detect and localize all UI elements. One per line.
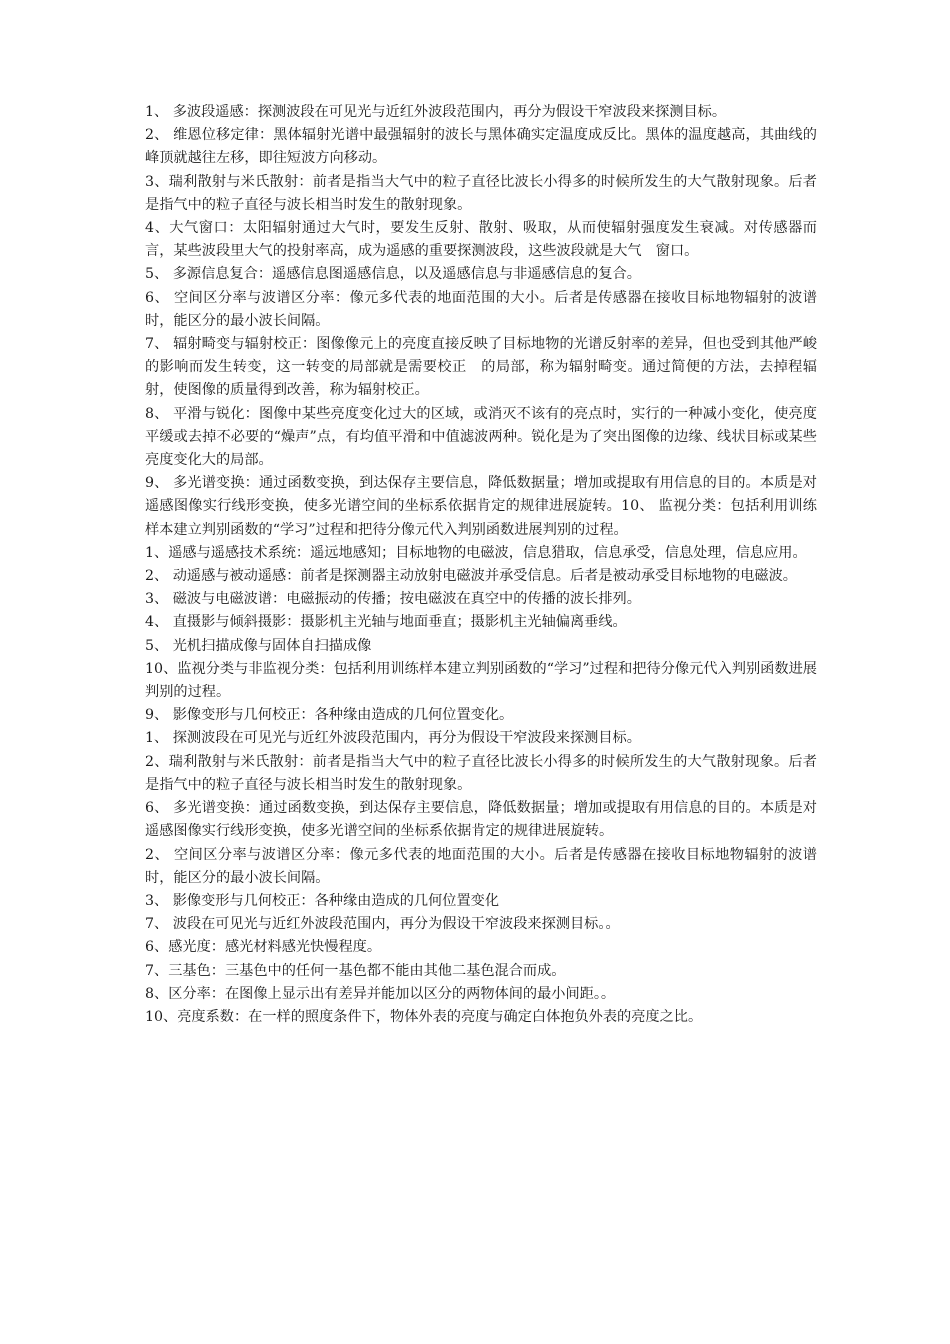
paragraph: 4、大气窗口：太阳辐射通过大气时，要发生反射、散射、吸取，从而使辐射强度发生衰减。对传感器而言，某些波段里大气的投射率高，成为遥感的重要探测波段，这些波段就是大气 窗口。	[145, 220, 817, 260]
paragraph: 6、 空间区分率与波谱区分率：像元多代表的地面范围的大小。后者是传感器在接收目标地物辐射的波谱时，能区分的最小波长间隔。	[145, 289, 817, 329]
paragraph: 8、区分率：在图像上显示出有差异并能加以区分的两物体间的最小间距。。	[145, 985, 616, 1002]
paragraph: 9、 影像变形与几何校正：各种缘由造成的几何位置变化。	[145, 707, 514, 724]
paragraph: 1、 多波段遥感：探测波段在可见光与近红外波段范围内，再分为假设干窄波段来探测目标。	[145, 104, 727, 120]
paragraph: 10、亮度系数：在一样的照度条件下，物体外表的亮度与确定白体抱负外表的亮度之比。	[145, 1008, 703, 1025]
document-body	[145, 101, 817, 1029]
paragraph: 3、瑞利散射与米氏散射：前者是指当大气中的粒子直径比波长小得多的时候所发生的大气散射现象。后者是指气中的粒子直径与波长相当时发生的散射现象。	[145, 173, 817, 213]
paragraph: 7、 辐射畸变与辐射校正：图像像元上的亮度直接反映了目标地物的光谱反射率的差异，但也受到其他严峻的影响而发生转变，这一转变的局部就是需要校正 的局部，称为辐射畸变。通过简便的方法，去掉程辐射，使图像的质量得到改善，称为辐射校正。	[145, 336, 817, 399]
paragraph: 3、 磁波与电磁波谱：电磁振动的传播；按电磁波在真空中的传播的波长排列。	[145, 591, 641, 608]
paragraph: 8、 平滑与锐化：图像中某些亮度变化过大的区域，或消灭不该有的亮点时，实行的一种减小变化，使亮度平缓或去掉不必要的“燥声”点，有均值平滑和中值滤波两种。锐化是为了突出图像的边缘、线状目标或某些亮度变化大的局部。	[145, 405, 817, 469]
paragraph: 1、遥感与遥感技术系统：遥远地感知；目标地物的电磁波，信息猎取，信息承受，信息处理，信息应用。	[145, 544, 807, 561]
paragraph: 7、三基色：三基色中的任何一基色都不能由其他二基色混合而成。	[145, 962, 566, 979]
paragraph: 6、感光度：感光材料感光快慢程度。	[145, 939, 382, 956]
paragraph: 6、 多光谱变换：通过函数变换，到达保存主要信息，降低数据量；增加或提取有用信息的目的。本质是对遥感图像实行线形变换，使多光谱空间的坐标系依据肯定的规律进展旋转。	[145, 800, 817, 840]
paragraph: 2、 动遥感与被动遥感：前者是探测器主动放射电磁波并承受信息。后者是被动承受目标地物的电磁波。	[145, 568, 797, 585]
paragraph: 4、 直摄影与倾斜摄影：摄影机主光轴与地面垂直；摄影机主光轴偏离垂线。	[145, 614, 627, 631]
paragraph: 7、 波段在可见光与近红外波段范围内，再分为假设干窄波段来探测目标。。	[145, 916, 620, 933]
paragraph: 9、 多光谱变换：通过函数变换，到达保存主要信息，降低数据量；增加或提取有用信息的目的。本质是对遥感图像实行线形变换，使多光谱空间的坐标系依据肯定的规律进展旋转。10、 监视分类：包括利用训练样本建立判别函数的“学习”过程和把待分像元代入判别函数进展判别的过程。	[145, 475, 817, 538]
paragraph: 3、 影像变形与几何校正：各种缘由造成的几何位置变化	[145, 892, 500, 909]
paragraph: 5、 光机扫描成像与固体自扫描成像	[145, 637, 372, 654]
paragraph: 2、 空间区分率与波谱区分率：像元多代表的地面范围的大小。后者是传感器在接收目标地物辐射的波谱时，能区分的最小波长间隔。	[145, 846, 817, 886]
paragraph: 5、 多源信息复合：遥感信息图遥感信息，以及遥感信息与非遥感信息的复合。	[145, 266, 641, 283]
paragraph: 2、瑞利散射与米氏散射：前者是指当大气中的粒子直径比波长小得多的时候所发生的大气散射现象。后者是指气中的粒子直径与波长相当时发生的散射现象。	[145, 753, 817, 793]
paragraph: 1、 探测波段在可见光与近红外波段范围内，再分为假设干窄波段来探测目标。	[145, 730, 641, 747]
paragraph: 2、 维恩位移定律：黑体辐射光谱中最强辐射的波长与黑体确实定温度成反比。黑体的温度越高，其曲线的峰顶就越往左移，即往短波方向移动。	[145, 127, 817, 167]
paragraph: 10、监视分类与非监视分类：包括利用训练样本建立判别函数的“学习”过程和把待分像元代入判别函数进展判别的过程。	[145, 660, 817, 701]
